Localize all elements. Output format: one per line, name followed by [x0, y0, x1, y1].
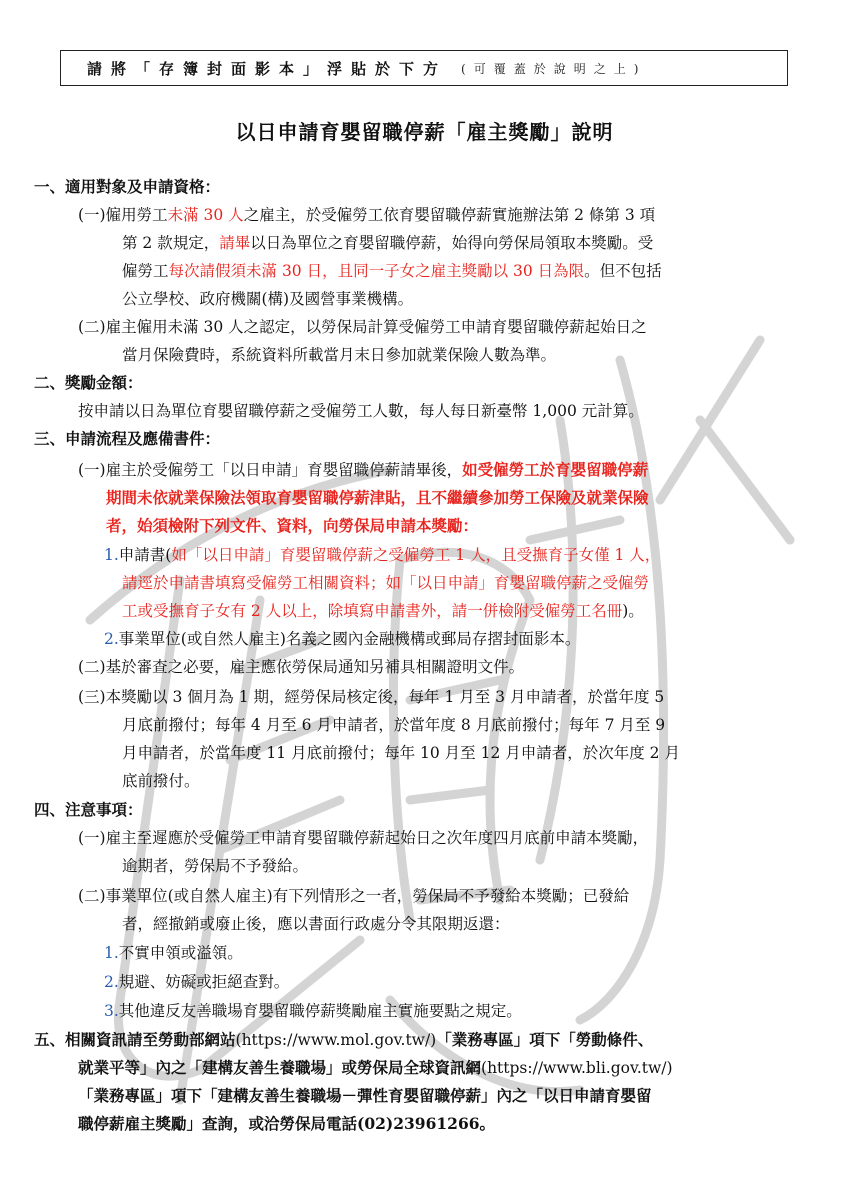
s4-item2-line2: 者，經撤銷或廢止後，應以書面行政處分令其限期返還： — [122, 915, 510, 933]
s3-item3-line4: 底前撥付。 — [122, 772, 200, 790]
s3-doc1-line3: 工或受撫育子女有 2 人以上，除填寫申請書外，請一併檢附受僱勞工名冊)。 — [122, 602, 644, 620]
section-3-heading: 三、申請流程及應備書件： — [34, 429, 221, 448]
s4-item1-line2: 逾期者，勞保局不予發給。 — [122, 857, 309, 875]
s3-item3-line2: 月底前撥付；每年 4 月至 6 月申請者，於當年度 8 月底前撥付；每年 7 月至 9 — [122, 716, 666, 734]
s5-line3: 「業務專區」項下「建構友善生養職場－彈性育嬰留職停薪」內之「以日申請育嬰留 — [78, 1086, 652, 1105]
s3-doc2: 2.事業單位(或自然人雇主)名義之國內金融機構或郵局存摺封面影本。 — [104, 630, 581, 648]
paste-notice-subtext: (可覆蓋於說明之上) — [461, 61, 647, 76]
s3-item1-line1: (一)雇主於受僱勞工「以日申請」育嬰留職停薪請畢後，如受僱勞工於育嬰留職停薪 — [78, 460, 649, 479]
section-4-heading: 四、注意事項： — [34, 800, 143, 819]
s4-item1-line1: (一)雇主至遲應於受僱勞工申請育嬰留職停薪起始日之次年度四月底前申請本獎勵， — [78, 829, 649, 847]
s3-item1-line3: 者，始須檢附下列文件、資料，向勞保局申請本獎勵： — [106, 516, 479, 535]
s2-line1: 按申請以日為單位育嬰留職停薪之受僱勞工人數，每人每日新臺幣 1,000 元計算。 — [78, 402, 644, 420]
section-1-heading: 一、適用對象及申請資格： — [34, 177, 221, 196]
s4-note3: 3.其他違反友善職場育嬰留職停薪獎勵雇主實施要點之規定。 — [104, 1002, 522, 1020]
s3-item3-line1: (三)本獎勵以 3 個月為 1 期，經勞保局核定後，每年 1 月至 3 月申請者，於當年度 5 — [78, 688, 665, 706]
s4-note2: 2.規避、妨礙或拒絕查對。 — [104, 973, 290, 991]
s3-doc1-line2: 請逕於申請書填寫受僱勞工相關資料；如「以日申請」育嬰留職停薪之受僱勞 — [122, 574, 650, 592]
s5-line1: 五、相關資訊請至勞動部網站(https://www.mol.gov.tw/)「業務專區」項下「勞動條件、 — [34, 1030, 654, 1049]
s1-item2-line2: 當月保險費時，系統資料所載當月末日參加就業保險人數為準。 — [122, 346, 557, 364]
mol-website-link[interactable]: (https://www.mol.gov.tw/) — [235, 1031, 437, 1049]
s3-doc1-line1: 1.申請書(如「以日申請」育嬰留職停薪之受僱勞工 1 人，且受撫育子女僅 1 人， — [104, 546, 661, 564]
page-title: 以日申請育嬰留職停薪「雇主獎勵」說明 — [235, 120, 614, 144]
s5-line4: 職停薪雇主獎勵」查詢，或洽勞保局電話(02)23961266。 — [78, 1114, 496, 1133]
section-2-heading: 二、獎勵金額： — [34, 373, 143, 392]
s3-item1-line2: 期間未依就業保險法領取育嬰留職停薪津貼，且不繼續參加勞工保險及就業保險 — [106, 488, 649, 507]
s1-item2-line1: (二)雇主僱用未滿 30 人之認定，以勞保局計算受僱勞工申請育嬰留職停薪起始日之 — [78, 318, 647, 336]
s4-item2-line1: (二)事業單位(或自然人雇主)有下列情形之一者，勞保局不予發給本獎勵；已發給 — [78, 887, 630, 905]
s5-line2: 就業平等」內之「建構友善生養職場」或勞保局全球資訊網(https://www.bli.gov.tw/) — [78, 1058, 673, 1077]
paste-notice-box — [60, 50, 788, 86]
s3-item2: (二)基於審查之必要，雇主應依勞保局通知另補具相關證明文件。 — [78, 658, 525, 676]
paste-notice-text: 請將「存簿封面影本」浮貼於下方 — [87, 59, 448, 78]
bli-website-link[interactable]: (https://www.bli.gov.tw/) — [481, 1059, 673, 1077]
s1-item1-line1: (一)僱用勞工未滿 30 人之雇主，於受僱勞工依育嬰留職停薪實施辦法第 2 條第 3 項 — [78, 206, 656, 224]
s3-item3-line3: 月申請者，於當年度 11 月底前撥付；每年 10 月至 12 月申請者，於次年度 2 月 — [122, 744, 680, 762]
s1-item1-line2: 第 2 款規定，請畢以日為單位之育嬰留職停薪，始得向勞保局領取本獎勵。受 — [122, 234, 654, 252]
s4-note1: 1.不實申領或溢領。 — [104, 944, 243, 962]
s1-item1-line3: 僱勞工每次請假須未滿 30 日，且同一子女之雇主獎勵以 30 日為限。但不包括 — [122, 262, 662, 280]
s1-item1-line4: 公立學校、政府機關(構)及國營事業機構。 — [122, 290, 414, 308]
